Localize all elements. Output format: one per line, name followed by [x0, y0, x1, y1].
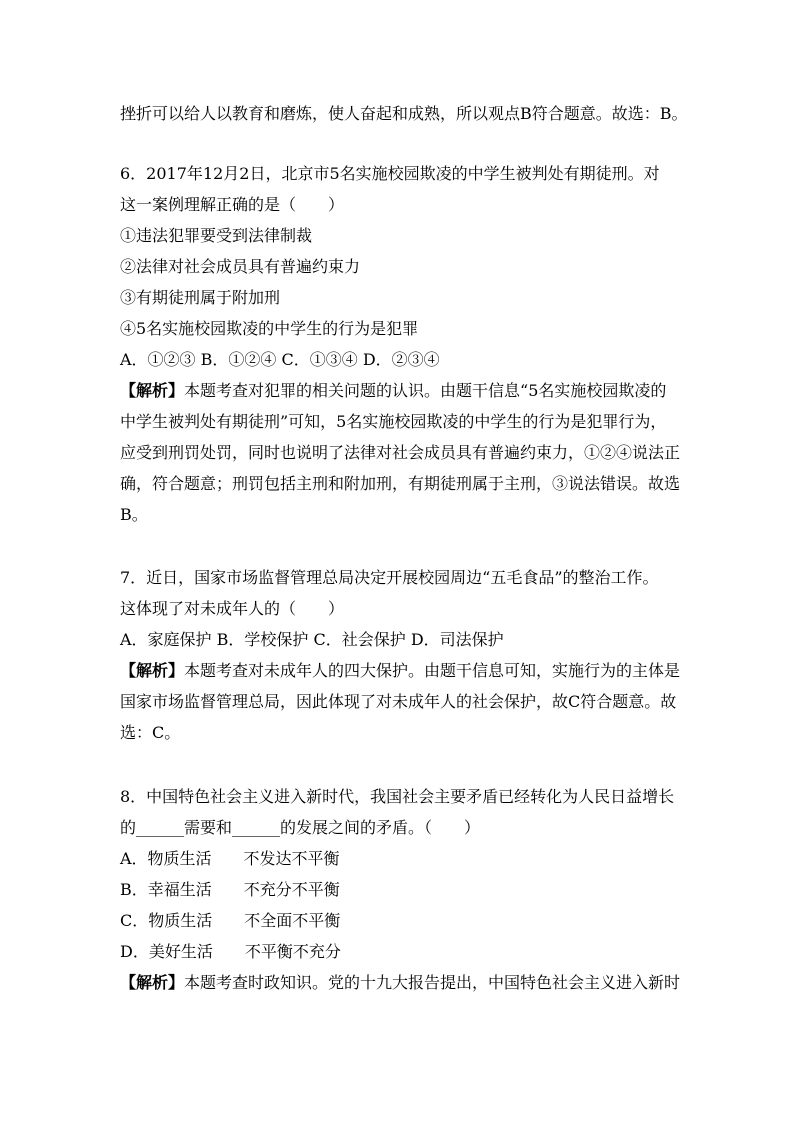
analysis-6-line-3: 应受到刑罚处罚，同时也说明了法律对社会成员具有普遍约束力，①②④说法正	[120, 443, 681, 462]
question-8-line-2: 的______需要和______的发展之间的矛盾。（ ）	[120, 818, 481, 837]
question-7-options: A．家庭保护 B．学校保护 C．社会保护 D．司法保护	[120, 630, 504, 649]
text-line: 挫折可以给人以教育和磨炼，使人奋起和成熟，所以观点B符合题意。故选：B。	[120, 104, 688, 123]
question-7-line-1: 7．近日，国家市场监督管理总局决定开展校园周边“五毛食品”的整治工作。	[120, 568, 659, 587]
analysis-7-line-2: 国家市场监督管理总局，因此体现了对未成年人的社会保护，故C符合题意。故	[120, 692, 677, 711]
analysis-6-line-1: 【解析】本题考查对犯罪的相关问题的认识。由题干信息“5名实施校园欺凌的	[120, 381, 667, 400]
option-b: B．幸福生活 不充分不平衡	[120, 880, 340, 899]
question-8-line-1: 8．中国特色社会主义进入新时代，我国社会主要矛盾已经转化为人民日益增长	[120, 787, 675, 806]
analysis-label: 【解析】	[120, 381, 185, 400]
option-c: C．物质生活 不全面不平衡	[120, 911, 341, 930]
question-6-options: A．①②③ B．①②④ C．①③④ D．②③④	[120, 350, 440, 369]
statement-2: ②法律对社会成员具有普遍约束力	[120, 257, 361, 276]
option-d: D．美好生活 不平衡不充分	[120, 942, 341, 961]
analysis-6-line-2: 中学生被判处有期徒刑”可知，5名实施校园欺凌的中学生的行为是犯罪行为，	[120, 412, 667, 431]
analysis-7-line-1: 【解析】本题考查对未成年人的四大保护。由题干信息可知，实施行为的主体是	[120, 661, 681, 680]
statement-4: ④5名实施校园欺凌的中学生的行为是犯罪	[120, 319, 419, 338]
statement-1: ①违法犯罪要受到法律制裁	[120, 226, 313, 245]
analysis-label: 【解析】	[120, 661, 185, 680]
option-a: A．物质生活 不发达不平衡	[120, 849, 340, 868]
question-6-line-1: 6．2017年12月2日，北京市5名实施校园欺凌的中学生被判处有期徒刑。对	[120, 164, 660, 183]
analysis-8-line-1: 【解析】本题考查时政知识。党的十九大报告提出，中国特色社会主义进入新时	[120, 973, 681, 992]
question-7-line-2: 这体现了对未成年人的（ ）	[120, 599, 345, 618]
analysis-label: 【解析】	[120, 973, 185, 992]
statement-3: ③有期徒刑属于附加刑	[120, 288, 281, 307]
analysis-6-line-5: B。	[120, 505, 148, 524]
analysis-6-line-4: 确，符合题意；刑罚包括主刑和附加刑，有期徒刑属于主刑，③说法错误。故选	[120, 474, 681, 493]
analysis-7-line-3: 选：C。	[120, 723, 181, 742]
question-6-line-2: 这一案例理解正确的是（ ）	[120, 195, 345, 214]
